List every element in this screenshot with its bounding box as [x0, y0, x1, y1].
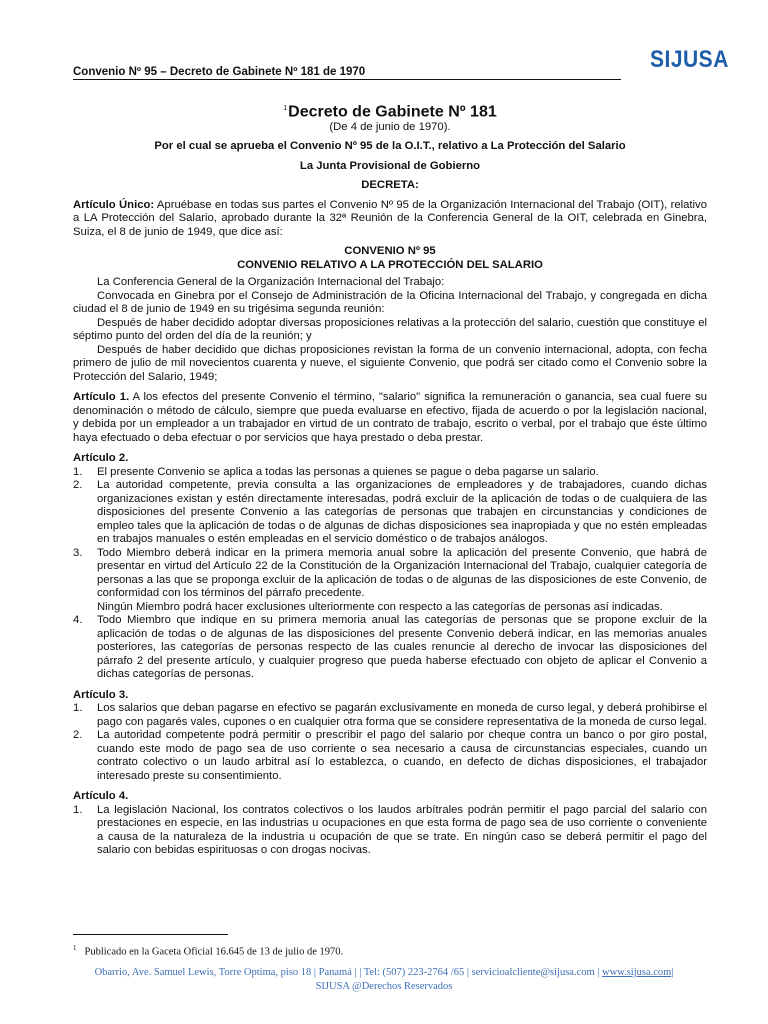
- footnote-mark: 1: [73, 944, 77, 952]
- document-body: [73, 102, 707, 858]
- articulo-3-heading: Artículo 3.: [73, 688, 129, 701]
- preamble-paragraph: Convocada en Ginebra por el Consejo de Administración de la Oficina Internacional del Trabajo, y congregada en dicha ciudad el 8 de junio de 1949 en su trigésima segunda reunión:: [73, 289, 707, 316]
- footnote-ref[interactable]: 1: [283, 105, 288, 112]
- item-text: Todo Miembro deberá indicar en la primera memoria anual sobre la aplicación del presente Convenio, que habrá de presentar en virtud del Artículo 22 de la Constitución de la Organización Internacional del Trabajo, cualquier categoría de personas a las que se proponga excluir de la aplicación de todas o de algunas de las disposiciones de este Convenio, de conformidad con los términos del párrafo precedente.: [97, 546, 707, 600]
- list-item: [73, 479, 707, 547]
- sijusa-logo: SIJUSA: [650, 46, 729, 73]
- item-text: El presente Convenio se aplica a todas las personas a quienes se pague o deba pagarse un salario.: [97, 465, 599, 478]
- articulo-unico: [73, 199, 707, 240]
- item-number: 2.: [73, 729, 83, 742]
- preamble-paragraph: Después de haber decidido adoptar diversas proposiciones relativas a la protección del salario, cuestión que constituye el séptimo punto del orden del día de la reunión; y: [73, 316, 707, 343]
- decreta-heading: DECRETA:: [361, 179, 419, 192]
- issuer: La Junta Provisional de Gobierno: [299, 159, 481, 172]
- articulo-2-heading: Artículo 2.: [73, 452, 129, 465]
- articulo-unico-label: Artículo Único:: [73, 198, 155, 211]
- articulo-4-list: [73, 804, 707, 858]
- running-header: Convenio Nº 95 – Decreto de Gabinete Nº 181 de 1970: [73, 66, 621, 80]
- item-number: 1.: [73, 702, 83, 715]
- preamble-paragraph: Después de haber decidido que dichas proposiciones revistan la forma de un convenio internacional, adopta, con fecha primero de julio de mil novecientos cuarenta y nueve, el siguiente Convenio, que podrá ser citado como el Convenio sobre la Protección del Salario, 1949;: [73, 343, 707, 383]
- list-item: [73, 466, 707, 480]
- articulo-1-text: A los efectos del presente Convenio el término, "salario" significa la remuneración o ganancia, sea cual fuere su denominación o método de cálculo, siempre que pueda evaluarse en efectivo, fijada de acuerdo o por la legislación nacional, y debida por un empleador a un trabajador en virtud de un contrato de trabajo, escrito o verbal, por el trabajo que éste último haya efectuado o deba efectuar o por servicios que haya prestado o deba prestar.: [73, 391, 708, 444]
- item-number: 2.: [73, 479, 83, 492]
- list-item: [73, 547, 707, 615]
- articulo-unico-text: Apruébase en todas sus partes el Convenio Nº 95 de la Organización Internacional del Trabajo (OIT), relativo a LA Protección del Salario, aprobado durante la 32ª Reunión de la Conferencia General de la OIT, celebrada en Ginebra, Suiza, el 8 de junio de 1949, que dice así:: [73, 198, 707, 238]
- convenio-title: CONVENIO Nº 95: [344, 245, 436, 258]
- decree-date: (De 4 de junio de 1970).: [329, 120, 451, 133]
- list-item: [73, 804, 707, 858]
- page-footer: Obarrio, Ave. Samuel Lewis, Torre Optima, piso 18 | Panamá | | Tel: (507) 223-2764 /65 | servicioalcliente@sijusa.com | www.sijusa.com| SIJUSA @Derechos Reservados: [94, 967, 674, 992]
- item-text: Los salarios que deban pagarse en efectivo se pagarán exclusivamente en moneda de curso legal, y deberá prohibirse el pago con pagarés vales, cupones o en cualquier otra forma que se considere representativa de la moneda de curso legal.: [97, 702, 707, 728]
- item-number: 1.: [73, 465, 83, 478]
- decree-title-text: Decreto de Gabinete Nº 181: [288, 103, 497, 121]
- convenio-subtitle: CONVENIO RELATIVO A LA PROTECCIÓN DEL SALARIO: [237, 258, 543, 271]
- articulo-2-list: [73, 466, 707, 682]
- item-number: 4.: [73, 614, 83, 627]
- list-item: [73, 702, 707, 729]
- item-text: La legislación Nacional, los contratos colectivos o los laudos arbítrales podrán permitir el pago parcial del salario con prestaciones en especie, en las industrias u ocupaciones en que esta forma de pago sea de uso corriente o conveniente a causa de la naturaleza de la industria u ocupación de que se trate. En ningún caso se deberá permitir el pago del salario con bebidas espirituosas o con drogas nocivas.: [97, 803, 707, 857]
- preamble-paragraph: La Conferencia General de la Organización Internacional del Trabajo:: [97, 276, 445, 289]
- item-number: 3.: [73, 546, 83, 559]
- decree-subtitle: Por el cual se aprueba el Convenio Nº 95 de la O.I.T., relativo a La Protección del Salario: [154, 140, 626, 153]
- articulo-1-label: Artículo 1.: [73, 391, 130, 404]
- footer-address: Obarrio, Ave. Samuel Lewis, Torre Optima, piso 18 | Panamá | | Tel: (507) 223-2764 /65 | servicioalcliente@sijusa.com |: [94, 967, 603, 978]
- item-extra-text: Ningún Miembro podrá hacer exclusiones ulteriormente con respecto a las categorías de personas así indicadas.: [97, 600, 663, 613]
- articulo-3-list: [73, 702, 707, 783]
- decree-title: [73, 102, 707, 119]
- list-item: [73, 729, 707, 783]
- footnote-text: Publicado en la Gaceta Oficial 16.645 de 13 de julio de 1970.: [84, 946, 344, 958]
- articulo-1: [73, 391, 707, 445]
- list-item: [73, 614, 707, 682]
- item-number: 1.: [73, 803, 83, 816]
- footnote-divider: [73, 934, 228, 935]
- item-text: La autoridad competente, previa consulta a las organizaciones de empleadores y de trabajadores, cuando dichas organizaciones existan y estén directamente interesadas, podrá excluir de la aplicación de todas o de cualquiera de las disposiciones del presente Convenio a las categorías de personas que trabajen en circunstancias y condiciones de empleo tales que la aplicación de todas o de algunas de dichas disposiciones sea inapropiada y que no estén empleadas en trabajos manuales o estén empleadas en el servicio doméstico o de trabajos análogos.: [97, 479, 707, 546]
- website-link[interactable]: www.sijusa.com: [602, 967, 672, 978]
- footnote: [73, 944, 343, 958]
- item-text: Todo Miembro que indique en su primera memoria anual las categorías de personas que se propone excluir de la aplicación de todas o de algunas de las disposiciones del presente Convenio deberá indicar, en las memorias anuales posteriores, las categorías de personas respecto de las cuales renuncie al derecho de invocar las disposiciones del párrafo 2 del presente artículo, y cualquier progreso que pueda haberse efectuado con objeto de aplicar el Convenio a dichas categorías de personas.: [97, 614, 707, 681]
- item-text: La autoridad competente podrá permitir o prescribir el pago del salario por cheque contra un banco o por giro postal, cuando este modo de pago sea de uso corriente o sea necesario a causa de circunstancias especiales, cuando un contrato colectivo o un laudo arbitral así lo establezca, o cuando, en defecto de dichas disposiciones, el trabajador interesado preste su consentimiento.: [97, 729, 707, 782]
- articulo-4-heading: Artículo 4.: [73, 790, 129, 803]
- footer-rights: SIJUSA @Derechos Reservados: [315, 981, 453, 992]
